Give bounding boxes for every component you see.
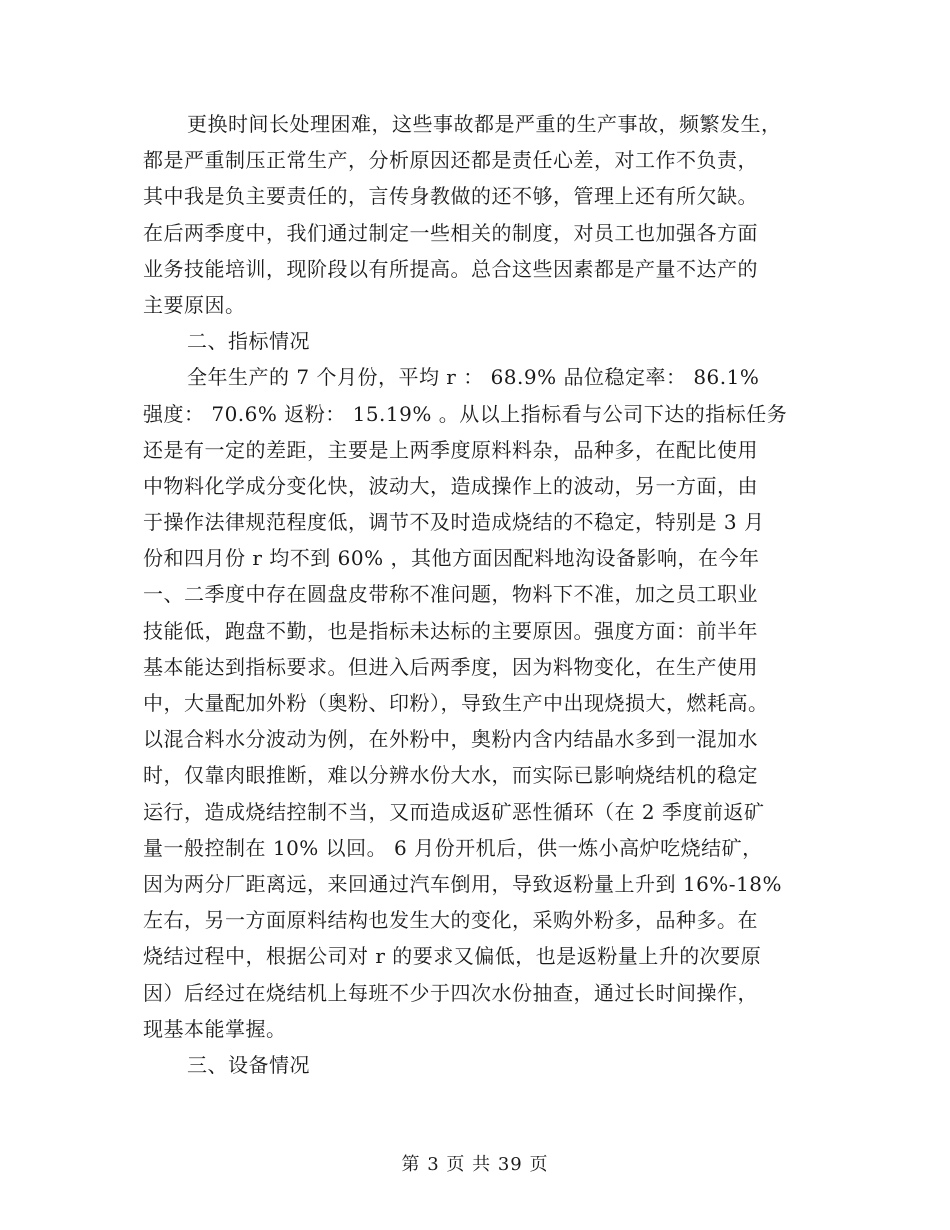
text-line: 因为两分厂距离远，来回通过汽车倒用，导致返粉量上升到 16%-18% (143, 871, 783, 896)
text-line: 现基本能掌握。 (143, 1016, 287, 1041)
section-heading-indicators (143, 323, 808, 359)
text-line: 中物料化学成分变化快，波动大，造成操作上的波动，另一方面，由 (143, 473, 758, 498)
heading-text: 三、设备情况 (187, 1052, 310, 1077)
paragraph-accident-causes (143, 106, 808, 323)
text-line: 于操作法律规范程度低，调节不及时造成烧结的不稳定，特别是 3 月 (143, 510, 765, 535)
text-line: 烧结过程中，根据公司对 r 的要求又偏低，也是返粉量上升的次要原 (143, 944, 762, 969)
text-line: 运行，造成烧结控制不当，又而造成返矿恶性循环（在 2 季度前返矿 (143, 799, 765, 824)
text-line: 时，仅靠肉眼推断，难以分辨水份大水，而实际已影响烧结机的稳定 (143, 763, 758, 788)
section-heading-equipment (143, 1047, 808, 1083)
text-line: 技能低，跑盘不勤，也是指标未达标的主要原因。强度方面：前半年 (143, 618, 758, 643)
text-line: 以混合料水分波动为例，在外粉中，奥粉内含内结晶水多到一混加水 (143, 727, 758, 752)
heading-text: 二、指标情况 (187, 329, 310, 354)
paragraph-indicators (143, 359, 808, 1047)
text-line: 基本能达到指标要求。但进入后两季度，因为料物变化，在生产使用 (143, 654, 758, 679)
text-line: 左右，另一方面原料结构也发生大的变化，采购外粉多，品种多。在 (143, 908, 758, 933)
text-line: 业务技能培训，现阶段以有所提高。总合这些因素都是产量不达产的 (143, 256, 758, 281)
document-body (143, 106, 808, 1083)
text-line: 全年生产的 7 个月份，平均 r ： 68.9% 品位稳定率： 86.1% (187, 365, 760, 390)
text-line: 主要原因。 (143, 292, 246, 317)
text-line: 强度： 70.6% 返粉： 15.19% 。从以上指标看与公司下达的指标任务 (143, 401, 788, 426)
text-line: 份和四月份 r 均不到 60% ，其他方面因配料地沟设备影响，在今年 (143, 546, 760, 571)
text-line: 都是严重制压正常生产，分析原因还都是责任心差，对工作不负责， (143, 148, 758, 173)
text-line: 在后两季度中，我们通过制定一些相关的制度，对员工也加强各方面 (143, 220, 758, 245)
text-line: 中，大量配加外粉（奥粉、印粉），导致生产中出现烧损大，燃耗高。 (143, 691, 769, 715)
text-line: 更换时间长处理困难，这些事故都是严重的生产事故，频繁发生， (187, 112, 782, 136)
page-number-footer: 第 3 页 共 39 页 (401, 1154, 549, 1175)
text-line: 因）后经过在烧结机上每班不少于四次水份抽查，通过长时间操作， (143, 980, 758, 1005)
text-line: 量一般控制在 10% 以回。 6 月份开机后，供一炼小高炉吃烧结矿， (143, 835, 763, 860)
text-line: 还是有一定的差距，主要是上两季度原料料杂，品种多，在配比使用 (143, 437, 758, 462)
text-line: 一、二季度中存在圆盘皮带称不准问题，物料下不准，加之员工职业 (143, 582, 758, 607)
text-line: 其中我是负主要责任的，言传身教做的还不够，管理上还有所欠缺。 (143, 184, 758, 209)
